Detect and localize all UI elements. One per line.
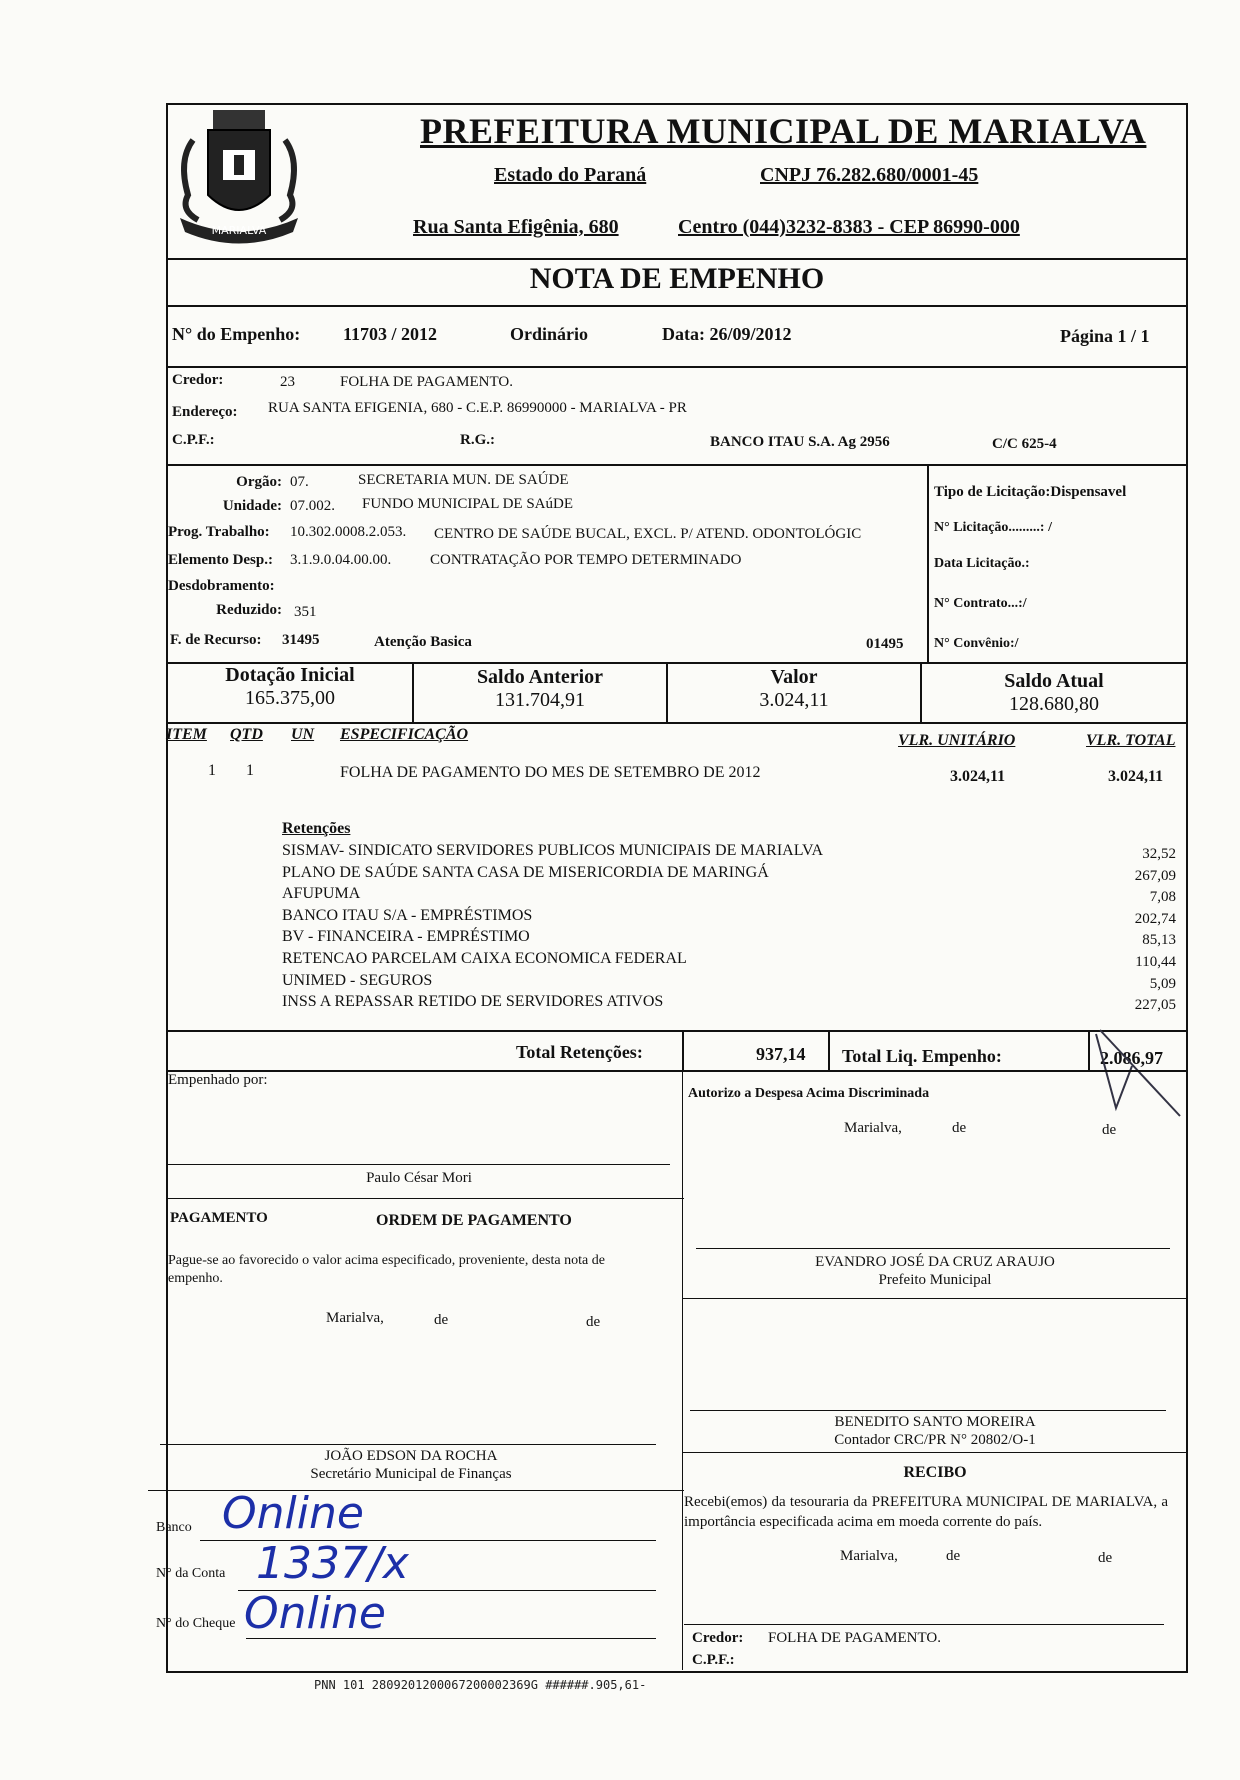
pague-text: Pague-se ao favorecido o valor acima especificado, proveniente, desta nota de empenho.: [168, 1253, 605, 1286]
ordem-pagamento-label: ORDEM DE PAGAMENTO: [376, 1212, 572, 1229]
saldo-atual-label: Saldo Atual: [1004, 670, 1104, 692]
retencao-name: RETENCAO PARCELAM CAIXA ECONOMICA FEDERAL: [282, 949, 687, 967]
contrato-numero: N° Contrato...:/: [934, 596, 1027, 611]
col-qtd: QTD: [230, 726, 263, 743]
autorizo-text: Autorizo a Despesa Acima Discriminada: [688, 1086, 930, 1101]
credor-name: FOLHA DE PAGAMENTO.: [340, 374, 513, 390]
retencao-name: BANCO ITAU S/A - EMPRÉSTIMOS: [282, 906, 533, 924]
recibo-de-2: de: [1098, 1550, 1113, 1566]
total-saldo-atual: [922, 670, 1186, 716]
orgao-label: Orgão:: [236, 474, 282, 490]
prefeito-name: EVANDRO JOSÉ DA CRUZ ARAUJO: [815, 1254, 1055, 1270]
empenho-type: Ordinário: [510, 324, 589, 344]
svg-text:MARIALVA: MARIALVA: [211, 224, 267, 237]
recurso-extra: 01495: [866, 636, 904, 652]
total-liquido-value: 2.086,97: [1100, 1048, 1163, 1068]
dotacao-value: 165.375,00: [245, 687, 335, 709]
bank-account: C/C 625-4: [992, 436, 1057, 452]
prog-label: Prog. Trabalho:: [168, 524, 270, 540]
recibo-cpf-label: C.P.F.:: [692, 1652, 735, 1668]
list-item: [282, 993, 1182, 1015]
conta-label: N° da Conta: [156, 1566, 226, 1581]
autorizo-de-2: de: [1102, 1122, 1117, 1138]
list-item: [282, 972, 1182, 994]
item-total-value: 3.024,11: [1108, 768, 1164, 785]
saldo-anterior-value: 131.704,91: [495, 689, 585, 711]
list-item: [282, 842, 1182, 864]
retencao-name: UNIMED - SEGUROS: [282, 971, 433, 989]
total-valor: [668, 666, 920, 712]
rg-label: R.G.:: [460, 432, 495, 448]
list-item: [282, 950, 1182, 972]
retencao-value: 7,08: [1149, 889, 1176, 906]
page-number: Página 1 / 1: [1060, 326, 1150, 346]
retencoes-list: [282, 842, 1182, 1015]
empenho-date: Data: 26/09/2012: [662, 324, 792, 344]
retencao-name: INSS A REPASSAR RETIDO DE SERVIDORES ATIVOS: [282, 993, 664, 1011]
retencao-value: 85,13: [1142, 932, 1176, 949]
elemento-label: Elemento Desp.:: [168, 552, 273, 568]
list-item: [282, 928, 1182, 950]
col-total: VLR. TOTAL: [1086, 732, 1176, 749]
recurso-name: Atenção Basica: [374, 634, 472, 650]
header-cnpj: CNPJ 76.282.680/0001-45: [760, 164, 979, 186]
recibo-text: Recebi(emos) da tesouraria da PREFEITURA MUNICIPAL DE MARIALVA, a importância especificada acima em moeda corrente do país.: [684, 1494, 1168, 1530]
autorizo-city: Marialva,: [844, 1120, 902, 1136]
header-state: Estado do Paraná: [494, 164, 647, 186]
retencao-value: 110,44: [1135, 953, 1176, 970]
licitacao-numero: N° Licitação.........: /: [934, 520, 1052, 535]
check-mark-icon: [1086, 1026, 1184, 1126]
dotacao-label: Dotação Inicial: [225, 664, 355, 686]
convenio-numero: N° Convênio:/: [934, 636, 1019, 651]
elemento-code: 3.1.9.0.04.00.00.: [290, 552, 392, 568]
reduzido-label: Reduzido:: [216, 602, 282, 618]
doc-title: NOTA DE EMPENHO: [529, 262, 825, 295]
unidade-code: 07.002.: [290, 498, 335, 514]
retencao-name: BV - FINANCEIRA - EMPRÉSTIMO: [282, 928, 530, 946]
retencao-value: 32,52: [1142, 846, 1176, 862]
contador-name: BENEDITO SANTO MOREIRA: [834, 1414, 1036, 1430]
prog-code: 10.302.0008.2.053.: [290, 524, 407, 540]
orgao-code: 07.: [290, 474, 309, 490]
pagamento-de-2: de: [586, 1314, 601, 1330]
licitacao-data: Data Licitação.:: [934, 556, 1030, 571]
list-item: [282, 885, 1182, 907]
pagamento-label: PAGAMENTO: [170, 1210, 268, 1226]
endereco-value: RUA SANTA EFIGENIA, 680 - C.E.P. 86990000 - MARIALVA - PR: [268, 400, 687, 416]
item-unit-value: 3.024,11: [950, 768, 1006, 785]
item-spec: FOLHA DE PAGAMENTO DO MES DE SETEMBRO DE 2012: [340, 764, 761, 781]
retencao-value: 227,05: [1134, 997, 1176, 1014]
empenhado-label: Empenhado por:: [168, 1072, 268, 1088]
saldo-atual-value: 128.680,80: [1009, 693, 1099, 715]
empenho-label: N° do Empenho:: [172, 324, 301, 344]
header-street: Rua Santa Efigênia, 680: [413, 216, 619, 238]
secretario-role: Secretário Municipal de Finanças: [310, 1466, 512, 1482]
endereco-label: Endereço:: [172, 404, 238, 420]
recurso-label: F. de Recurso:: [170, 632, 262, 648]
banco-label: Banco: [156, 1520, 192, 1535]
recibo-de-1: de: [946, 1548, 961, 1564]
bank-info: BANCO ITAU S.A. Ag 2956: [710, 434, 890, 450]
valor-label: Valor: [770, 666, 818, 688]
cheque-label: N° do Cheque: [156, 1616, 236, 1631]
item-qtd: 1: [246, 762, 254, 779]
recibo-credor-label: Credor:: [692, 1630, 744, 1646]
retencao-name: AFUPUMA: [282, 885, 361, 903]
unidade-label: Unidade:: [222, 498, 282, 514]
credor-code: 23: [280, 374, 295, 390]
orgao-name: SECRETARIA MUN. DE SAÚDE: [358, 472, 569, 488]
empenho-number: 11703 / 2012: [343, 324, 438, 344]
col-spec: ESPECIFICAÇÃO: [340, 726, 469, 743]
col-item: ITEM: [166, 726, 207, 743]
pagamento-city: Marialva,: [326, 1310, 384, 1326]
header-title: PREFEITURA MUNICIPAL DE MARIALVA: [420, 111, 1147, 151]
retencao-name: PLANO DE SAÚDE SANTA CASA DE MISERICORDIA DE MARINGÁ: [282, 863, 769, 881]
contador-role: Contador CRC/PR N° 20802/O-1: [834, 1432, 1036, 1448]
conta-handwriting: 1337/x: [256, 1538, 409, 1589]
list-item: [282, 864, 1182, 886]
reduzido-value: 351: [294, 604, 317, 620]
coat-of-arms: [168, 100, 310, 250]
col-un: UN: [291, 726, 315, 743]
cheque-handwriting: Online: [244, 1588, 386, 1639]
cpf-label: C.P.F.:: [172, 432, 215, 448]
retencoes-title: Retenções: [282, 820, 351, 837]
prefeito-role: Prefeito Municipal: [878, 1272, 992, 1288]
banco-handwriting: Online: [222, 1488, 364, 1539]
total-retencoes-label: Total Retenções:: [516, 1042, 643, 1062]
retencao-value: 5,09: [1149, 975, 1176, 992]
licitacao-tipo: Tipo de Licitação:Dispensavel: [934, 484, 1127, 500]
saldo-anterior-label: Saldo Anterior: [476, 666, 604, 688]
footer-code: PNN 101 2809201200067200002369G ######.905,61-: [314, 1678, 647, 1692]
prog-name: CENTRO DE SAÚDE BUCAL, EXCL. P/ ATEND. ODONTOLÓGIC: [434, 526, 862, 542]
pagamento-de-1: de: [434, 1312, 449, 1328]
desdobramento-label: Desdobramento:: [168, 578, 275, 594]
recurso-code: 31495: [282, 632, 320, 648]
autorizo-de-1: de: [952, 1120, 967, 1136]
unidade-name: FUNDO MUNICIPAL DE SAúDE: [362, 496, 573, 512]
total-retencoes-value: 937,14: [756, 1044, 806, 1064]
recibo-credor-value: FOLHA DE PAGAMENTO.: [768, 1630, 941, 1646]
secretario-name: JOÃO EDSON DA ROCHA: [324, 1448, 498, 1464]
recibo-title: RECIBO: [903, 1464, 967, 1481]
empenhado-name: Paulo César Mori: [366, 1170, 472, 1186]
retencao-value: 202,74: [1134, 910, 1176, 927]
col-unit: VLR. UNITÁRIO: [898, 732, 1016, 749]
recibo-city: Marialva,: [840, 1548, 898, 1564]
total-saldo-anterior: [414, 666, 666, 712]
item-number: 1: [208, 762, 216, 779]
retencao-name: SISMAV- SINDICATO SERVIDORES PUBLICOS MUNICIPAIS DE MARIALVA: [282, 842, 824, 859]
header-address: Centro (044)3232-8383 - CEP 86990-000: [678, 216, 1020, 238]
list-item: [282, 907, 1182, 929]
total-liquido-label: Total Liq. Empenho:: [842, 1046, 1002, 1066]
credor-label: Credor:: [172, 372, 224, 388]
valor-value: 3.024,11: [759, 689, 829, 711]
total-dotacao: [168, 664, 412, 710]
retencao-value: 267,09: [1134, 867, 1176, 884]
elemento-name: CONTRATAÇÃO POR TEMPO DETERMINADO: [430, 552, 742, 568]
